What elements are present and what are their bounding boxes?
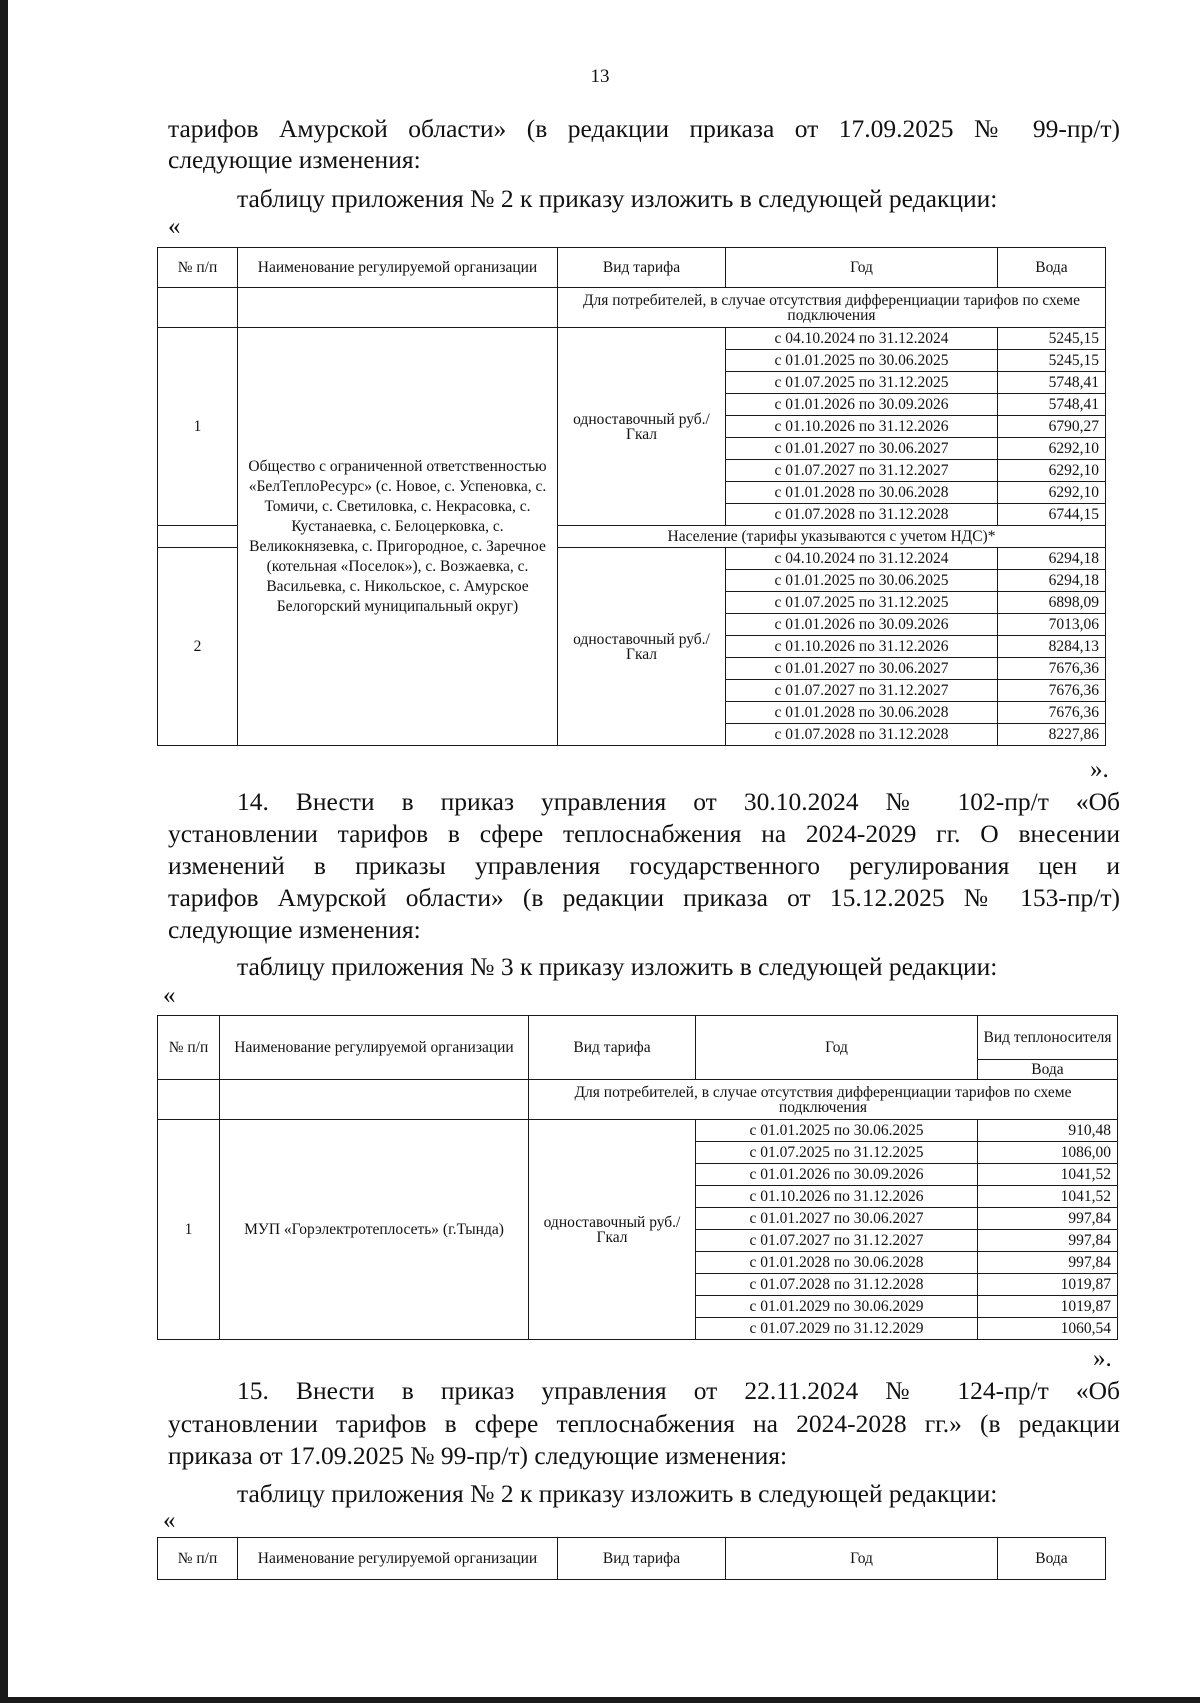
- table2-header-row: [158, 1016, 1118, 1060]
- table1-tariff-type-1: одноставочный руб./Гкал: [558, 328, 726, 526]
- table1-period: с 01.07.2025 по 31.12.2025: [726, 592, 998, 614]
- tariff-table-1: [157, 247, 1106, 746]
- table-row: [158, 1120, 1118, 1142]
- table1-period: с 01.01.2028 по 30.06.2028: [726, 482, 998, 504]
- table2-period: с 01.01.2025 по 30.06.2025: [696, 1120, 978, 1142]
- table2-value: 1086,00: [978, 1142, 1118, 1164]
- table1-value: 6790,27: [998, 416, 1106, 438]
- item15-line-2: установлении тарифов в сфере теплоснабжения на 2024-2028 гг.» (в редакции: [168, 1409, 1120, 1438]
- table1-value: 6294,18: [998, 570, 1106, 592]
- table2-header-num: № п/п: [158, 1016, 220, 1080]
- table1-row1-num: 1: [158, 328, 238, 526]
- item14-line-3: изменений в приказы управления государственного регулирования цен и: [168, 851, 1120, 880]
- table2-period: с 01.07.2027 по 31.12.2027: [696, 1230, 978, 1252]
- intro-line-3: таблицу приложения № 2 к приказу изложить в следующей редакции:: [237, 184, 998, 213]
- item14-line-5: следующие изменения:: [168, 915, 421, 944]
- table2-value: 997,84: [978, 1252, 1118, 1274]
- table2-row-num: 1: [158, 1120, 220, 1340]
- item14-line-2: установлении тарифов в сфере теплоснабжения на 2024-2029 гг. О внесении: [168, 819, 1120, 848]
- table1-period: с 01.07.2028 по 31.12.2028: [726, 504, 998, 526]
- table1-header-row: [158, 248, 1106, 288]
- table2-close-quote: ».: [1093, 1345, 1112, 1372]
- table2-value: 1041,52: [978, 1164, 1118, 1186]
- table1-row2-num: 2: [158, 548, 238, 746]
- table2-open-quote: «: [163, 982, 176, 1009]
- scan-left-edge: [0, 0, 8, 1703]
- table2-value: 997,84: [978, 1230, 1118, 1252]
- table1-value: 7676,36: [998, 658, 1106, 680]
- table1-open-quote: «: [168, 213, 181, 240]
- table1-org-name: Общество с ограниченной ответственностью «БелТеплоРесурс» (с. Новое, с. Успеновка, с. Томичи, с. Светиловка, с. Некрасовка, с. Кустанаевка, с. Белоцерковка, с. Великокнязевка, с. Пригородное, с. Заречное (котельная «Поселок»), с. Возжаевка, с. Васильевка, с. Никольское, с. Амурское Белогорский муниципальный округ): [238, 328, 558, 746]
- item15-line-4: таблицу приложения № 2 к приказу изложить в следующей редакции:: [237, 1479, 998, 1508]
- table1-header-org: Наименование регулируемой организации: [238, 248, 558, 288]
- table1-period: с 01.07.2025 по 31.12.2025: [726, 372, 998, 394]
- table1-value: 7676,36: [998, 680, 1106, 702]
- table1-section1-title: Для потребителей, в случае отсутствия дифференциации тарифов по схеме подключения: [558, 288, 1106, 328]
- table1-value: 6292,10: [998, 482, 1106, 504]
- table2-header-type: Вид тарифа: [529, 1016, 696, 1080]
- table1-close-quote: ».: [1090, 756, 1109, 783]
- table2-period: с 01.01.2029 по 30.06.2029: [696, 1296, 978, 1318]
- table1-period: с 01.07.2027 по 31.12.2027: [726, 460, 998, 482]
- table2-header-carrier: Вид теплоносителя: [978, 1016, 1118, 1060]
- table2-value: 997,84: [978, 1208, 1118, 1230]
- scan-bottom-edge: [0, 1697, 1200, 1703]
- table1-header-year: Год: [726, 248, 998, 288]
- table1-period: с 04.10.2024 по 31.12.2024: [726, 328, 998, 350]
- table1-period: с 01.07.2028 по 31.12.2028: [726, 724, 998, 746]
- table1-value: 6292,10: [998, 460, 1106, 482]
- table1-period: с 01.01.2027 по 30.06.2027: [726, 658, 998, 680]
- table1-value: 5245,15: [998, 328, 1106, 350]
- table2-value: 1041,52: [978, 1186, 1118, 1208]
- table1-value: 5748,41: [998, 394, 1106, 416]
- table1-value: 8284,13: [998, 636, 1106, 658]
- table2-period: с 01.07.2029 по 31.12.2029: [696, 1318, 978, 1340]
- page-number: 13: [590, 66, 610, 87]
- tariff-table-2: [157, 1015, 1118, 1340]
- intro-line-1: тарифов Амурской области» (в редакции приказа от 17.09.2025 № 99-пр/т): [168, 114, 1120, 143]
- table1-tariff-type-2: одноставочный руб./Гкал: [558, 548, 726, 746]
- table2-tariff-type: одноставочный руб./Гкал: [529, 1120, 696, 1340]
- table1-period: с 01.01.2025 по 30.06.2025: [726, 350, 998, 372]
- table-row: [158, 328, 1106, 350]
- table1-period: с 04.10.2024 по 31.12.2024: [726, 548, 998, 570]
- table1-value: 5245,15: [998, 350, 1106, 372]
- table1-period: с 01.01.2028 по 30.06.2028: [726, 702, 998, 724]
- table1-value: 6292,10: [998, 438, 1106, 460]
- table1-header-num: № п/п: [158, 248, 238, 288]
- table1-value: 7013,06: [998, 614, 1106, 636]
- table3-header-type: Вид тарифа: [558, 1538, 726, 1580]
- tariff-table-3: [157, 1537, 1106, 1580]
- table3-header-row: [158, 1538, 1106, 1580]
- table2-value: 1019,87: [978, 1296, 1118, 1318]
- table1-section2-title: Население (тарифы указываются с учетом НДС)*: [558, 526, 1106, 548]
- table1-value: 5748,41: [998, 372, 1106, 394]
- table2-section1-title: Для потребителей, в случае отсутствия дифференциации тарифов по схеме подключения: [529, 1080, 1118, 1120]
- table2-period: с 01.10.2026 по 31.12.2026: [696, 1186, 978, 1208]
- table1-period: с 01.01.2027 по 30.06.2027: [726, 438, 998, 460]
- item15-line-3: приказа от 17.09.2025 № 99-пр/т) следующие изменения:: [168, 1441, 788, 1470]
- table3-open-quote: «: [163, 1507, 176, 1534]
- table1-value: 6294,18: [998, 548, 1106, 570]
- table1-value: 6744,15: [998, 504, 1106, 526]
- table1-section1-row: [158, 288, 1106, 328]
- table2-period: с 01.01.2026 по 30.09.2026: [696, 1164, 978, 1186]
- table2-period: с 01.01.2028 по 30.06.2028: [696, 1252, 978, 1274]
- table1-period: с 01.10.2026 по 31.12.2026: [726, 636, 998, 658]
- table2-period: с 01.07.2025 по 31.12.2025: [696, 1142, 978, 1164]
- table1-value: 7676,36: [998, 702, 1106, 724]
- table1-header-type: Вид тарифа: [558, 248, 726, 288]
- table1-value: 8227,86: [998, 724, 1106, 746]
- intro-line-2: следующие изменения:: [168, 145, 421, 174]
- table3-header-water: Вода: [998, 1538, 1106, 1580]
- table2-org-name: МУП «Горэлектротеплосеть» (г.Тында): [220, 1120, 529, 1340]
- table2-section1-row: [158, 1080, 1118, 1120]
- table2-value: 1060,54: [978, 1318, 1118, 1340]
- table1-period: с 01.10.2026 по 31.12.2026: [726, 416, 998, 438]
- table2-period: с 01.01.2027 по 30.06.2027: [696, 1208, 978, 1230]
- table1-period: с 01.01.2026 по 30.09.2026: [726, 614, 998, 636]
- table1-period: с 01.01.2026 по 30.09.2026: [726, 394, 998, 416]
- table3-header-num: № п/п: [158, 1538, 238, 1580]
- item14-line-1: 14. Внести в приказ управления от 30.10.2024 № 102-пр/т «Об: [237, 787, 1120, 816]
- table2-header-org: Наименование регулируемой организации: [220, 1016, 529, 1080]
- table2-header-year: Год: [696, 1016, 978, 1080]
- table3-header-org: Наименование регулируемой организации: [238, 1538, 558, 1580]
- table1-period: с 01.01.2025 по 30.06.2025: [726, 570, 998, 592]
- table1-value: 6898,09: [998, 592, 1106, 614]
- table3-header-year: Год: [726, 1538, 998, 1580]
- table2-header-water: Вода: [978, 1060, 1118, 1080]
- item14-line-4: тарифов Амурской области» (в редакции приказа от 15.12.2025 № 153-пр/т): [168, 883, 1120, 912]
- table2-value: 1019,87: [978, 1274, 1118, 1296]
- item14-line-6: таблицу приложения № 3 к приказу изложить в следующей редакции:: [237, 952, 998, 981]
- table2-period: с 01.07.2028 по 31.12.2028: [696, 1274, 978, 1296]
- table1-period: с 01.07.2027 по 31.12.2027: [726, 680, 998, 702]
- table1-header-water: Вода: [998, 248, 1106, 288]
- item15-line-1: 15. Внести в приказ управления от 22.11.2024 № 124-пр/т «Об: [237, 1376, 1120, 1405]
- table2-value: 910,48: [978, 1120, 1118, 1142]
